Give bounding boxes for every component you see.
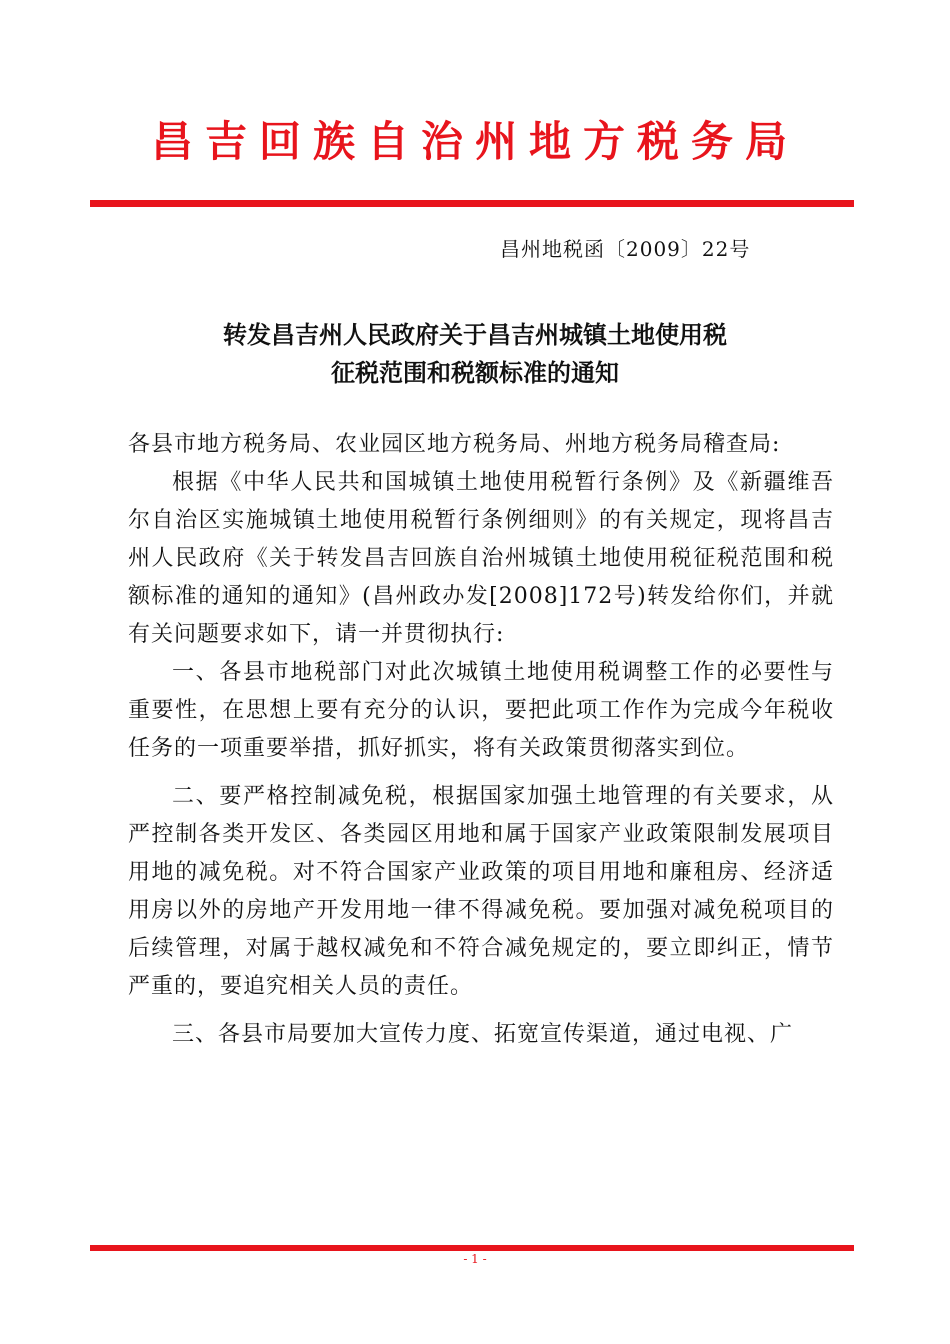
document-title bbox=[0, 316, 950, 392]
document-title-line-2: 征税范围和税额标准的通知 bbox=[331, 358, 619, 387]
paragraph-item-1: 一、各县市地税部门对此次城镇土地使用税调整工作的必要性与重要性，在思想上要有充分的认识，要把此项工作作为完成今年税收任务的一项重要举措，抓好抓实，将有关政策贯彻落实到位。 bbox=[128, 660, 834, 761]
paragraph-item-2: 二、要严格控制减免税，根据国家加强土地管理的有关要求，从严控制各类开发区、各类园区用地和属于国家产业政策限制发展项目用地的减免税。对不符合国家产业政策的项目用地和廉租房、经济适用房以外的房地产开发用地一律不得减免税。要加强对减免税项目的后续管理，对属于越权减免和不符合减免规定的，要立即纠正，情节严重的，要追究相关人员的责任。 bbox=[128, 784, 834, 999]
salutation: 各县市地方税务局、农业园区地方税务局、州地方税务局稽查局: bbox=[128, 432, 781, 457]
document-title-line-1: 转发昌吉州人民政府关于昌吉州城镇土地使用税 bbox=[223, 320, 727, 349]
header-red-rule bbox=[90, 200, 854, 207]
organization-header: 昌吉回族自治州地方税务局 bbox=[150, 117, 799, 166]
document-number: 昌州地税函〔2009〕22号 bbox=[500, 237, 751, 261]
page-number: - 1 - bbox=[463, 1252, 487, 1266]
paragraph-item-3: 三、各县市局要加大宣传力度、拓宽宣传渠道，通过电视、广 bbox=[172, 1022, 794, 1047]
document-body bbox=[128, 426, 834, 1054]
paragraph-intro: 根据《中华人民共和国城镇土地使用税暂行条例》及《新疆维吾尔自治区实施城镇土地使用税暂行条例细则》的有关规定，现将昌吉州人民政府《关于转发昌吉回族自治州城镇土地使用税征税范围和税额标准的通知的通知》(昌州政办发[2008]172号)转发给你们，并就有关问题要求如下，请一并贯彻执行: bbox=[128, 470, 834, 647]
